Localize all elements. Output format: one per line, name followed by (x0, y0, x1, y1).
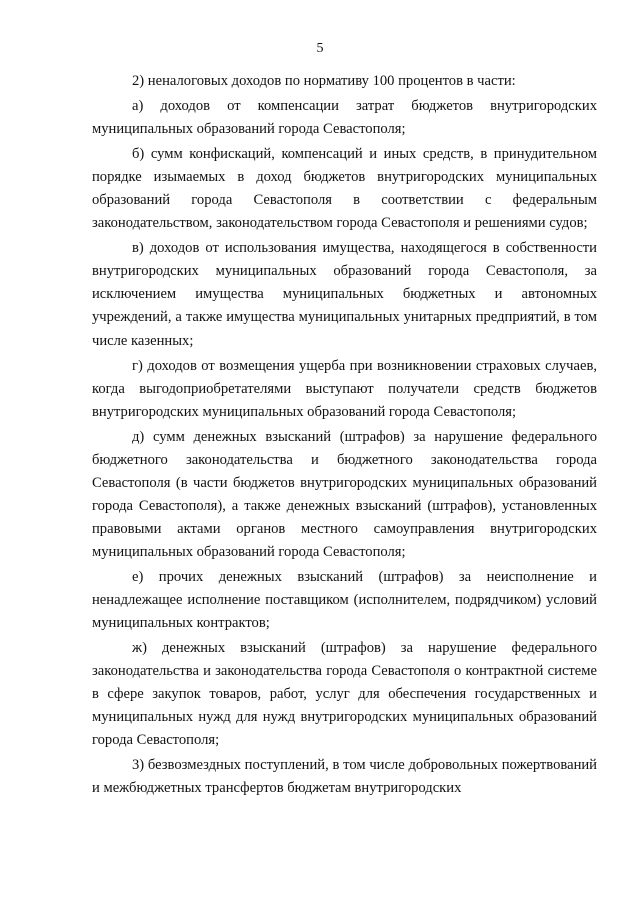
paragraph-item-2: 2) неналоговых доходов по нормативу 100 процентов в части: (132, 73, 516, 89)
paragraph-item-2g: г) доходов от возмещения ущерба при возникновении страховых случаев, когда выгодоприобретателями выступают получатели средств бюджетов внутригородских муниципальных образований города Севастополя; (92, 357, 597, 420)
paragraph-item-2b: б) сумм конфискаций, компенсаций и иных средств, в принудительном порядке изымаемых в доход бюджетов внутригородских муниципальных образований города Севастополя в соответствии с федеральным законодательством, законодательством города Севастополя и решениями судов; (92, 146, 597, 232)
page-number: 5 (316, 41, 324, 56)
paragraph-item-2v: в) доходов от использования имущества, находящегося в собственности внутригородских муниципальных образований города Севастополя, за исключением имущества муниципальных бюджетных и автономных учреждений, а также имущества муниципальных унитарных предприятий, в том числе казенных; (92, 240, 597, 349)
paragraph-item-3: 3) безвозмездных поступлений, в том числе добровольных пожертвований и межбюджетных трансфертов бюджетам внутригородских (92, 757, 597, 797)
paragraph-item-2e: е) прочих денежных взысканий (штрафов) за неисполнение и ненадлежащее исполнение поставщиком (исполнителем, подрядчиком) условий муниципальных контрактов; (92, 568, 597, 632)
document-body (92, 70, 597, 802)
paragraph-item-2d: д) сумм денежных взысканий (штрафов) за нарушение федерального бюджетного законодательства и бюджетного законодательства города Севастополя (в части бюджетов внутригородских муниципальных образований города Севастополя), а также денежных взысканий (штрафов), установленных правовыми актами органов местного самоуправления внутригородских муниципальных образований города Севастополя; (92, 428, 597, 560)
paragraph-item-2a: а) доходов от компенсации затрат бюджетов внутригородских муниципальных образований города Севастополя; (92, 98, 597, 138)
paragraph-item-2zh: ж) денежных взысканий (штрафов) за нарушение федерального законодательства и законодательства города Севастополя о контрактной системе в сфере закупок товаров, работ, услуг для обеспечения государственных и муниципальных нужд для нужд внутригородских муниципальных образований города Севастополя; (92, 640, 597, 749)
